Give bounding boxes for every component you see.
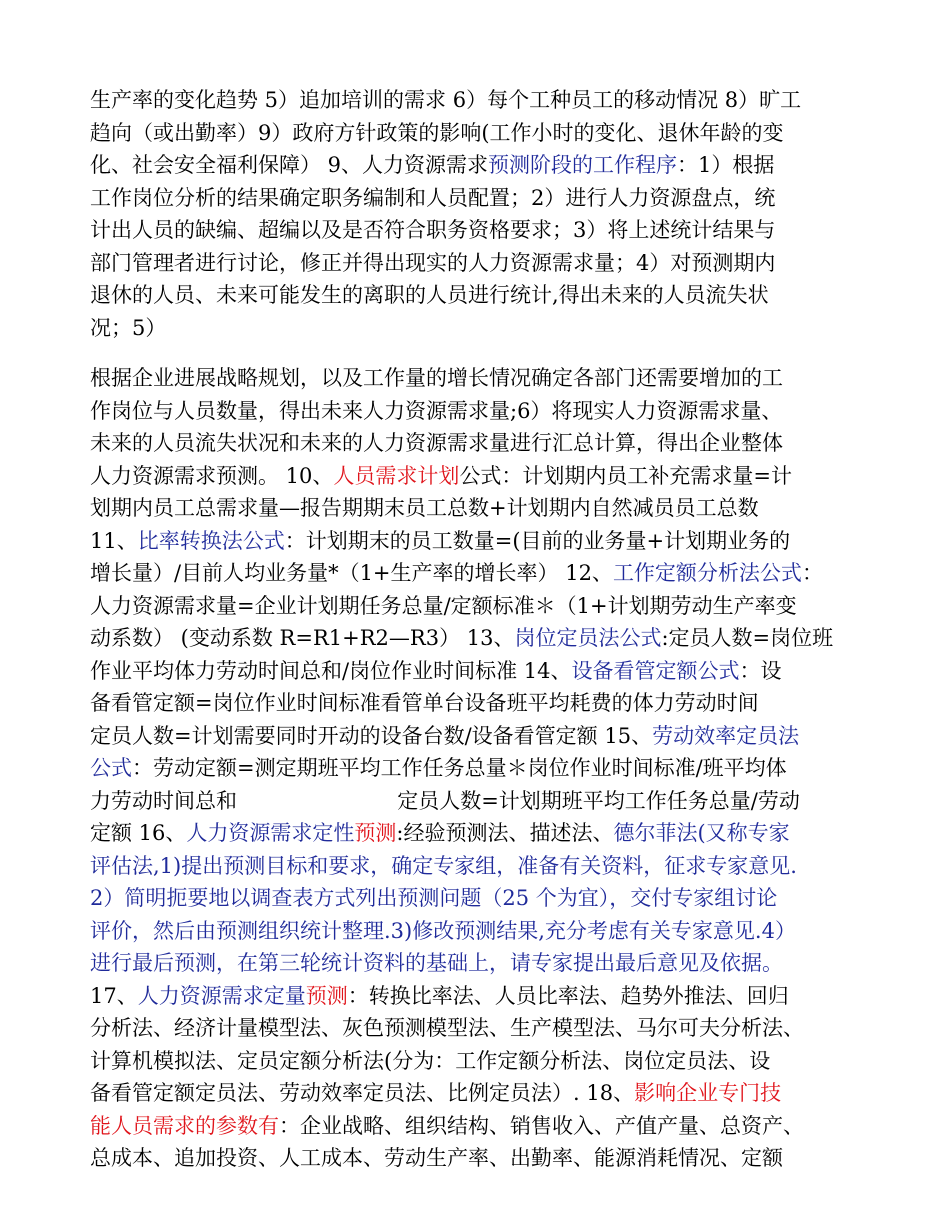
text-line (90, 312, 890, 345)
text-run: 人力资源需求量=企业计划期任务总量/定额标准＊（1+计划期劳动生产率变 (90, 593, 797, 618)
document-body (90, 84, 890, 1175)
text-run: 备看管定额=岗位作业时间标准看管单台设备班平均耗费的体力劳动时间 (90, 691, 759, 715)
paragraph (90, 362, 890, 1175)
text-run: 工作岗位分析的结果确定职务编制和人员配置；2）进行人力资源盘点，统 (90, 185, 776, 210)
text-run: 根据企业进展战略规划，以及工作量的增长情况确定各部门还需要增加的工 (90, 366, 783, 390)
highlight-term-blue: 工作定额分析法公式 (612, 561, 802, 585)
highlight-term-blue: 进行最后预测，在第三轮统计资料的基础上，请专家提出最后意见及依据。 (90, 951, 783, 975)
text-line (90, 817, 890, 850)
text-line (90, 1045, 890, 1078)
highlight-term-red: 能人员需求的参数有 (90, 1113, 279, 1138)
text-run: 退休的人员、未来可能发生的离职的人员进行统计,得出未来的人员流失状 (90, 283, 769, 307)
highlight-term-blue: 劳动效率定员法 (652, 723, 800, 748)
highlight-term-blue: 2）简明扼要地以调查表方式列出预测问题（25 个为宜），交付专家组讨论 (90, 886, 778, 910)
text-line (90, 84, 890, 117)
text-run: 增长量）/目前人均业务量*（1+生产率的增长率） 12、 (90, 561, 613, 585)
text-line (90, 492, 890, 525)
text-line (90, 395, 890, 428)
text-line (90, 980, 890, 1013)
text-line (90, 882, 890, 915)
text-run: 未来的人员流失状况和未来的人力资源需求量进行汇总计算，得出企业整体 (90, 431, 783, 455)
text-line (90, 947, 890, 980)
text-run: ：劳动定额=测定期班平均工作任务总量＊岗位作业时间标准/班平均体 (132, 756, 787, 780)
text-line (90, 557, 890, 590)
text-line (90, 1012, 890, 1045)
highlight-term-blue: 人力资源需求定性 (186, 821, 355, 845)
text-line (90, 1142, 890, 1175)
text-run: ：计划期末的员工数量=(目前的业务量+计划期业务的 (284, 528, 791, 553)
highlight-term-blue: 德尔菲法(又称专家 (613, 821, 790, 845)
text-run: 趋向（或出勤率）9）政府方针政策的影响(工作小时的变化、退休年龄的变 (90, 120, 784, 145)
text-run: 作岗位与人员数量，得出未来人力资源需求量;6）将现实人力资源需求量、 (90, 398, 783, 423)
text-line (90, 1077, 890, 1110)
text-run: ：企业战略、组织结构、销售收入、产值产量、总资产、 (279, 1113, 804, 1138)
highlight-term-blue: 设备看管定额公式 (571, 658, 740, 683)
highlight-term-blue: 比率转换法公式 (137, 528, 285, 553)
text-line (90, 590, 890, 623)
text-run: 11、 (90, 528, 138, 553)
text-run: ：设 (739, 658, 782, 683)
text-line (90, 279, 890, 312)
text-run: 力劳动时间总和 定员人数=计划期班平均工作任务总量/劳动 (90, 788, 800, 813)
text-run: 划期内员工总需求量—报告期期末员工总数+计划期内自然减员员工总数 (90, 496, 759, 520)
text-line (90, 117, 890, 150)
text-line (90, 525, 890, 558)
text-run: 人力资源需求预测。 10、 (90, 463, 334, 488)
text-line (90, 362, 890, 395)
text-run: 总成本、追加投资、人工成本、劳动生产率、出勤率、能源消耗情况、定额 (90, 1146, 783, 1170)
text-line (90, 687, 890, 720)
text-run: 计算机模拟法、定员定额分析法(分为：工作定额分析法、岗位定员法、设 (90, 1048, 771, 1073)
highlight-term-blue: 评估法,1)提出预测目标和要求，确定专家组，准备有关资料，征求专家意见. (90, 853, 797, 878)
text-run: :经验预测法、描述法、 (396, 821, 614, 845)
text-run: :定员人数=岗位班 (661, 626, 834, 650)
text-line (90, 1110, 890, 1143)
text-run: ：1）根据 (677, 153, 775, 177)
text-line (90, 655, 890, 688)
text-run: 17、 (90, 983, 138, 1008)
highlight-term-red: 预测 (305, 983, 348, 1008)
highlight-term-blue: 岗位定员法公式 (514, 626, 662, 650)
text-line (90, 850, 890, 883)
text-line (90, 427, 890, 460)
text-line (90, 149, 890, 182)
text-line (90, 214, 890, 247)
text-run: ：转换比率法、人员比率法、趋势外推法、回归 (347, 983, 789, 1008)
text-line (90, 460, 890, 493)
highlight-term-blue: 人力资源需求定量 (137, 983, 306, 1008)
text-run: 公式：计划期内员工补充需求量=计 (459, 463, 793, 488)
text-line (90, 785, 890, 818)
text-line (90, 622, 890, 655)
text-run: 部门管理者进行讨论，修正并得出现实的人力资源需求量；4）对预测期内 (90, 250, 776, 275)
text-run: 动系数） (变动系数 R=R1+R2—R3） 13、 (90, 626, 515, 650)
text-line (90, 247, 890, 280)
highlight-term-blue: 公式 (90, 756, 132, 780)
text-run: 分析法、经济计量模型法、灰色预测模型法、生产模型法、马尔可夫分析法、 (90, 1016, 804, 1040)
text-run: 况；5） (90, 315, 167, 340)
highlight-term-red: 影响企业专门技 (634, 1081, 782, 1105)
highlight-term-blue: 评价，然后由预测组织统计整理.3)修改预测结果,充分考虑有关专家意见.4） (90, 918, 796, 943)
text-run: 定员人数=计划需要同时开动的设备台数/设备看管定额 15、 (90, 723, 653, 748)
text-run: 备看管定额定员法、劳动效率定员法、比例定员法）. 18、 (90, 1081, 635, 1105)
text-run: 生产率的变化趋势 5）追加培训的需求 6）每个工种员工的移动情况 8）旷工 (90, 88, 802, 112)
highlight-term-red: 人员需求计划 (333, 463, 460, 488)
highlight-term-blue: 预测阶段的工作程序 (488, 153, 678, 177)
text-run: 计出人员的缺编、超编以及是否符合职务资格要求；3）将上述统计结果与 (90, 218, 776, 242)
text-run: 化、社会安全福利保障） 9、人力资源需求 (90, 153, 489, 177)
highlight-term-red: 预测 (354, 821, 397, 845)
text-run: 作业平均体力劳动时间总和/岗位作业时间标准 14、 (90, 658, 572, 683)
text-run: ： (801, 561, 823, 585)
text-line (90, 182, 890, 215)
text-run: 定额 16、 (90, 821, 187, 845)
paragraph (90, 84, 890, 344)
text-line (90, 720, 890, 753)
text-line (90, 752, 890, 785)
text-line (90, 915, 890, 948)
